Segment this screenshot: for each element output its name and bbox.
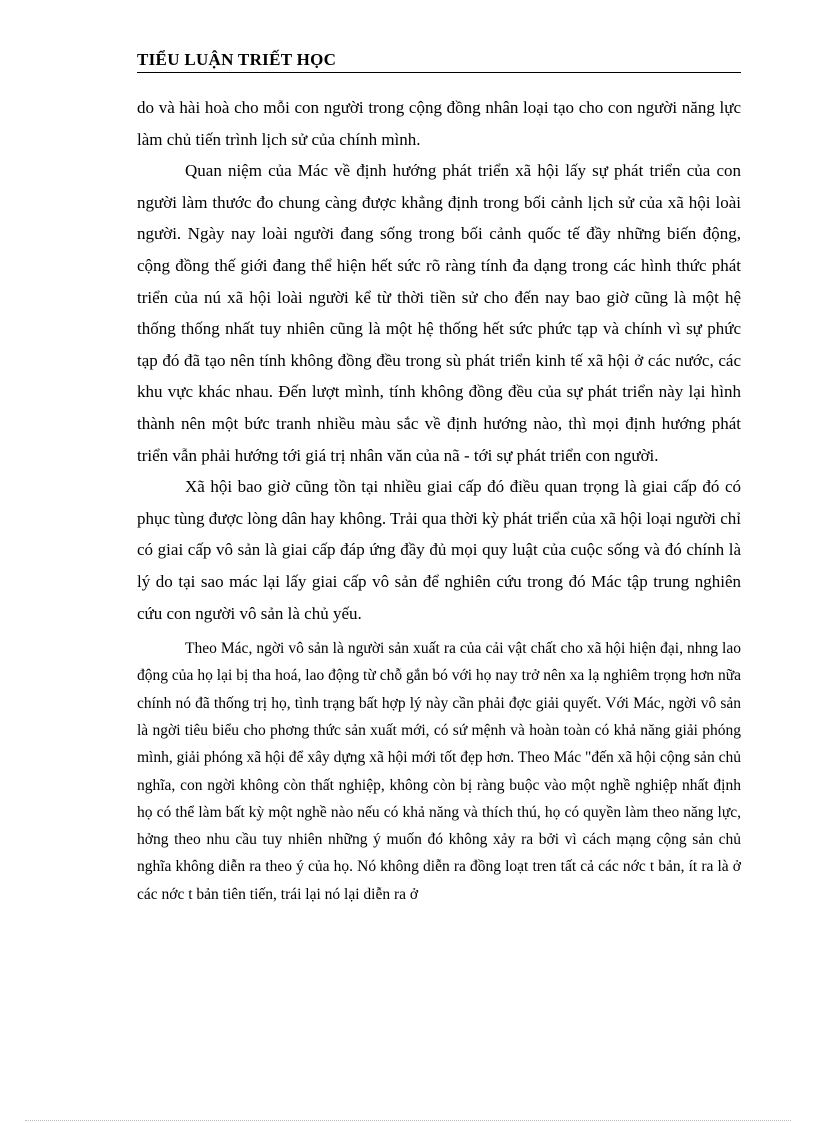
paragraph-4: Theo Mác, ngời vô sản là người sản xuất ra của cải vật chất cho xã hội hiện đại, nhng lao động của họ lại bị tha hoá, lao động từ chỗ gắn bó với họ nay trở nên xa lạ nghiêm trọng hơn nữa chính nó đã thống trị họ, tình trạng bất hợp lý này cần phải đợc giải quyết. Với Mác, ngời vô sản là ngời tiêu biểu cho phơng thức sản xuất mới, có sứ mệnh và hoàn toàn có khả năng giải phóng mình, giải phóng xã hội để xây dựng xã hội mới tốt đẹp hơn. Theo Mác "đến xã hội cộng sản chủ nghĩa, con ngời không còn thất nghiệp, không còn bị ràng buộc vào một nghề nghiệp nhất định họ có thể làm bất kỳ một nghề nào nếu có khả năng và thích thú, họ có quyền làm theo năng lực, hởng theo nhu cầu tuy nhiên những ý muốn đó không xảy ra bởi vì cách mạng cộng sản chủ nghĩa không diễn ra theo ý của họ. Nó không diễn ra đồng loạt tren tất cả các nớc t bản, ít ra là ở các nớc t bản tiên tiến, trái lại nó lại diễn ra ở	[137, 640, 741, 903]
paragraph-3: Xã hội bao giờ cũng tồn tại nhiều giai cấp đó điều quan trọng là giai cấp đó có phục tùng được lòng dân hay không. Trải qua thời kỳ phát triển của xã hội loại người chỉ có giai cấp vô sản là giai cấp đáp ứng đầy đủ mọi quy luật của cuộc sống và đó chính là lý do tại sao mác lại lấy giai cấp vô sản để nghiên cứu trong đó Mác tập trung nghiên cứu con người vô sản là chủ yếu.	[137, 477, 741, 623]
paragraph-1: do và hài hoà cho mỗi con người trong cộng đồng nhân loại tạo cho con người năng lực làm chủ tiến trình lịch sử của chính mình.	[137, 98, 741, 149]
page-bottom-divider	[25, 1120, 791, 1121]
page-header: TIỂU LUẬN TRIẾT HỌC	[137, 50, 741, 73]
document-body	[137, 92, 741, 908]
paragraph-2: Quan niệm của Mác về định hướng phát triển xã hội lấy sự phát triển của con người làm thước đo chung càng được khẳng định trong bối cảnh lịch sử của xã hội loài người. Ngày nay loài người đang sống trong bối cảnh quốc tế đầy những biến động, cộng đồng thế giới đang thể hiện hết sức rõ ràng tính đa dạng trong các hình thức phát triển của nú xã hội loài người kể từ thời tiền sử cho đến nay bao giờ cũng là một hệ thống thống nhất tuy nhiên cũng là một hệ thống hết sức phức tạp và chính vì sự phức tạp đó đã tạo nên tính không đồng đều trong sù phát triển kinh tế xã hội ở các nước, các khu vực khác nhau. Đến lượt mình, tính không đồng đều của sự phát triển này lại hình thành nên một bức tranh nhiều màu sắc về định hướng nào, thì mọi định hướng phát triển vẫn phải hướng tới giá trị nhân văn của nã - tới sự phát triển con người.	[137, 161, 741, 465]
